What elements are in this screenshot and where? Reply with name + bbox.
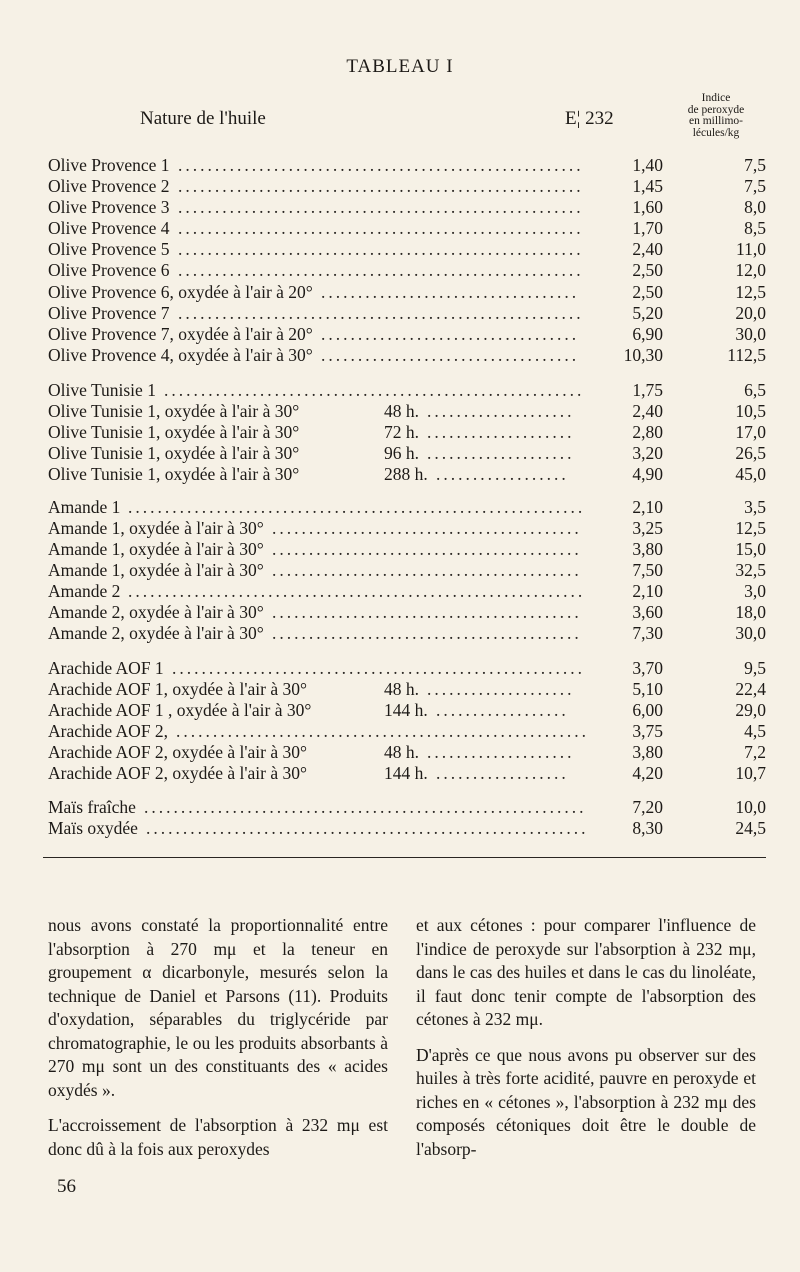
oil-name: Amande 1, oxydée à l'air à 30° <box>48 560 264 580</box>
leader-dots: ............................................................ <box>144 797 587 817</box>
e232-value: 2,40 <box>632 239 663 259</box>
leader-dots: .............................................................. <box>128 497 586 517</box>
table-row <box>48 303 772 324</box>
oil-name: Amande 2 <box>48 581 121 601</box>
peroxide-index-value: 10,5 <box>735 401 766 421</box>
leader-dots: ................................... <box>321 345 580 365</box>
leader-dots: .................. <box>436 464 569 484</box>
table-row <box>48 679 772 700</box>
oil-name: Arachide AOF 2, <box>48 721 169 741</box>
peroxide-index-value: 10,0 <box>735 797 766 817</box>
oil-name: Olive Provence 6, oxydée à l'air à 20° <box>48 282 313 302</box>
oil-name: Olive Provence 7, oxydée à l'air à 20° <box>48 324 313 344</box>
header-indice-line: Indice <box>701 92 731 104</box>
e232-value: 1,45 <box>632 176 663 196</box>
leader-dots: ......................................................... <box>164 380 585 400</box>
oxidation-duration: 48 h. <box>384 679 419 699</box>
leader-dots: ........................................................ <box>172 658 585 678</box>
table-row <box>48 818 772 839</box>
oil-name: Amande 2, oxydée à l'air à 30° <box>48 623 264 643</box>
leader-dots: ....................................................... <box>178 155 584 175</box>
table-bottom-rule <box>43 857 766 858</box>
oil-name: Amande 2, oxydée à l'air à 30° <box>48 602 264 622</box>
oil-name: Olive Tunisie 1, oxydée à l'air à 30° <box>48 464 300 484</box>
e232-value: 2,40 <box>632 401 663 421</box>
peroxide-index-value: 22,4 <box>735 679 766 699</box>
e232-value: 1,70 <box>632 218 663 238</box>
e232-value: 5,20 <box>632 303 663 323</box>
e232-value: 3,20 <box>632 443 663 463</box>
paragraph: et aux cétones : pour comparer l'influence de l'indice de peroxyde sur l'absorption à 232 mμ, dans le cas des huiles et dans le cas du linoléate, il faut donc tenir compte de l'absorption des cétones à 232 mμ. <box>416 915 756 1029</box>
paragraph: L'accroissement de l'absorption à 232 mμ est donc dû à la fois aux peroxydes <box>48 1115 388 1159</box>
leader-dots: .............................................................. <box>128 581 586 601</box>
peroxide-index-value: 7,5 <box>744 176 766 196</box>
leader-dots: ........................................................ <box>176 721 589 741</box>
leader-dots: .................... <box>427 422 575 442</box>
table-row <box>48 324 772 345</box>
peroxide-index-value: 17,0 <box>735 422 766 442</box>
oil-name: Amande 1, oxydée à l'air à 30° <box>48 518 264 538</box>
body-column-right <box>416 914 756 1173</box>
e232-value: 7,20 <box>632 797 663 817</box>
peroxide-index-value: 7,2 <box>744 742 766 762</box>
e232-value: 3,25 <box>632 518 663 538</box>
oil-name: Olive Provence 4, oxydée à l'air à 30° <box>48 345 313 365</box>
oxidation-duration: 96 h. <box>384 443 419 463</box>
leader-dots: ................................... <box>321 282 580 302</box>
oil-name: Arachide AOF 2, oxydée à l'air à 30° <box>48 763 307 783</box>
e232-value: 2,80 <box>632 422 663 442</box>
e232-value: 5,10 <box>632 679 663 699</box>
table-row <box>48 539 772 560</box>
peroxide-index-value: 112,5 <box>727 345 766 365</box>
table-row <box>48 497 772 518</box>
e232-value: 6,90 <box>632 324 663 344</box>
peroxide-index-value: 15,0 <box>735 539 766 559</box>
oxidation-duration: 144 h. <box>384 763 428 783</box>
oil-name: Olive Provence 5 <box>48 239 170 259</box>
e232-value: 3,70 <box>632 658 663 678</box>
peroxide-index-value: 20,0 <box>735 303 766 323</box>
e232-value: 6,00 <box>632 700 663 720</box>
peroxide-index-value: 24,5 <box>735 818 766 838</box>
leader-dots: .......................................... <box>272 602 582 622</box>
table-row <box>48 239 772 260</box>
peroxide-index-value: 10,7 <box>735 763 766 783</box>
table-row <box>48 581 772 602</box>
table-row <box>48 742 772 763</box>
header-e232: E¦ 232 <box>565 108 614 129</box>
page-number: 56 <box>57 1176 76 1197</box>
oil-name: Arachide AOF 1 , oxydée à l'air à 30° <box>48 700 312 720</box>
table-row <box>48 797 772 818</box>
leader-dots: ....................................................... <box>178 260 584 280</box>
peroxide-index-value: 18,0 <box>735 602 766 622</box>
table-row <box>48 443 772 464</box>
peroxide-index-value: 8,0 <box>744 197 766 217</box>
peroxide-index-value: 8,5 <box>744 218 766 238</box>
oil-name: Olive Tunisie 1 <box>48 380 156 400</box>
table-row <box>48 260 772 281</box>
table-row <box>48 176 772 197</box>
oil-name: Olive Provence 2 <box>48 176 170 196</box>
oil-name: Maïs fraîche <box>48 797 136 817</box>
peroxide-index-value: 45,0 <box>735 464 766 484</box>
peroxide-index-value: 12,0 <box>735 260 766 280</box>
leader-dots: ....................................................... <box>178 176 584 196</box>
e232-value: 2,10 <box>632 581 663 601</box>
e232-value: 8,30 <box>632 818 663 838</box>
peroxide-index-value: 32,5 <box>735 560 766 580</box>
peroxide-index-value: 30,0 <box>735 324 766 344</box>
table-row <box>48 401 772 422</box>
oil-name: Arachide AOF 1 <box>48 658 164 678</box>
oxidation-duration: 144 h. <box>384 700 428 720</box>
body-column-left <box>48 914 388 1173</box>
header-nature: Nature de l'huile <box>140 108 266 129</box>
e232-value: 4,90 <box>632 464 663 484</box>
e232-value: 7,50 <box>632 560 663 580</box>
peroxide-index-value: 6,5 <box>744 380 766 400</box>
e232-value: 7,30 <box>632 623 663 643</box>
leader-dots: ....................................................... <box>178 218 584 238</box>
e232-value: 3,80 <box>632 539 663 559</box>
oil-name: Olive Provence 1 <box>48 155 170 175</box>
leader-dots: .......................................... <box>272 518 582 538</box>
leader-dots: .................... <box>427 742 575 762</box>
peroxide-index-value: 30,0 <box>735 623 766 643</box>
oil-name: Olive Tunisie 1, oxydée à l'air à 30° <box>48 443 300 463</box>
leader-dots: ................................... <box>321 324 580 344</box>
e232-value: 2,50 <box>632 260 663 280</box>
leader-dots: .................... <box>427 443 575 463</box>
peroxide-index-value: 7,5 <box>744 155 766 175</box>
leader-dots: ....................................................... <box>178 239 584 259</box>
e232-value: 10,30 <box>623 345 663 365</box>
table-row <box>48 721 772 742</box>
leader-dots: .................... <box>427 401 575 421</box>
paragraph: nous avons constaté la proportionnalité entre l'absorption à 270 mμ et la teneur en groupement α dicarbonyle, mesurés selon la technique de Daniel et Parsons (11). Produits d'oxydation, séparables du triglycéride par chromatographie, le ou les produits absorbants à 270 mμ sont un des constituants des « acides oxydés ». <box>48 915 388 1100</box>
leader-dots: ....................................................... <box>178 197 584 217</box>
table-row <box>48 345 772 366</box>
table-row <box>48 700 772 721</box>
leader-dots: .......................................... <box>272 560 582 580</box>
peroxide-index-value: 12,5 <box>735 282 766 302</box>
table-row <box>48 763 772 784</box>
table-row <box>48 518 772 539</box>
header-indice-line: en millimo- <box>689 115 743 127</box>
oil-name: Olive Provence 7 <box>48 303 170 323</box>
peroxide-index-value: 3,0 <box>744 581 766 601</box>
e232-value: 2,10 <box>632 497 663 517</box>
oxidation-duration: 288 h. <box>384 464 428 484</box>
peroxide-index-value: 9,5 <box>744 658 766 678</box>
oil-name: Amande 1, oxydée à l'air à 30° <box>48 539 264 559</box>
oil-name: Arachide AOF 2, oxydée à l'air à 30° <box>48 742 307 762</box>
table-row <box>48 380 772 401</box>
peroxide-index-value: 3,5 <box>744 497 766 517</box>
oxidation-duration: 72 h. <box>384 422 419 442</box>
peroxide-index-value: 11,0 <box>736 239 766 259</box>
table-row <box>48 464 772 485</box>
header-indice <box>664 93 768 139</box>
oil-name: Olive Provence 4 <box>48 218 170 238</box>
table-row <box>48 560 772 581</box>
oil-name: Amande 1 <box>48 497 121 517</box>
leader-dots: .......................................... <box>272 623 582 643</box>
peroxide-index-value: 12,5 <box>735 518 766 538</box>
table-row <box>48 218 772 239</box>
table-row <box>48 282 772 303</box>
oxidation-duration: 48 h. <box>384 401 419 421</box>
header-indice-line: lécules/kg <box>692 126 740 139</box>
peroxide-index-value: 4,5 <box>744 721 766 741</box>
table-row <box>48 197 772 218</box>
e232-value: 3,75 <box>632 721 663 741</box>
header-indice-line: de peroxyde <box>687 103 745 116</box>
table-row <box>48 422 772 443</box>
leader-dots: .................... <box>427 679 575 699</box>
paragraph: D'après ce que nous avons pu observer sur des huiles à très forte acidité, pauvre en peroxyde et riches en « cétones », l'absorption à 232 mμ des composés cétoniques doit être le double de l'absorp- <box>416 1044 756 1159</box>
leader-dots: .................. <box>436 763 569 783</box>
e232-value: 3,80 <box>632 742 663 762</box>
e232-value: 3,60 <box>632 602 663 622</box>
e232-value: 1,40 <box>632 155 663 175</box>
oil-name: Olive Provence 6 <box>48 260 170 280</box>
table-row <box>48 623 772 644</box>
leader-dots: .................. <box>436 700 569 720</box>
table-row <box>48 658 772 679</box>
table-title: TABLEAU I <box>346 56 454 77</box>
e232-value: 1,75 <box>632 380 663 400</box>
leader-dots: .......................................... <box>272 539 582 559</box>
oil-name: Olive Tunisie 1, oxydée à l'air à 30° <box>48 422 300 442</box>
oil-name: Olive Provence 3 <box>48 197 170 217</box>
leader-dots: ....................................................... <box>178 303 584 323</box>
leader-dots: ............................................................ <box>146 818 589 838</box>
e232-value: 2,50 <box>632 282 663 302</box>
e232-value: 4,20 <box>632 763 663 783</box>
peroxide-index-value: 29,0 <box>735 700 766 720</box>
oil-name: Olive Tunisie 1, oxydée à l'air à 30° <box>48 401 300 421</box>
table-row <box>48 155 772 176</box>
oil-name: Maïs oxydée <box>48 818 138 838</box>
oil-name: Arachide AOF 1, oxydée à l'air à 30° <box>48 679 307 699</box>
oxidation-duration: 48 h. <box>384 742 419 762</box>
table-row <box>48 602 772 623</box>
peroxide-index-value: 26,5 <box>735 443 766 463</box>
e232-value: 1,60 <box>632 197 663 217</box>
